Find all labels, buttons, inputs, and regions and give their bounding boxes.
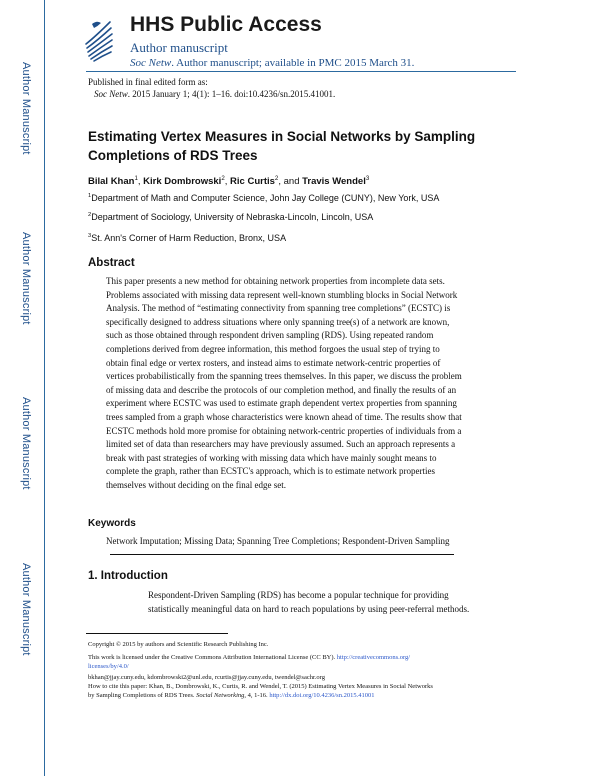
cite-journal: Social Networking: [196, 692, 245, 699]
doi-link[interactable]: http://dx.doi.org/10.4236/sn.2015.41001: [269, 692, 375, 699]
side-label-author-manuscript: Author Manuscript: [20, 62, 32, 155]
intro-line: Respondent-Driven Sampling (RDS) has become a popular technique for providing: [148, 590, 449, 600]
license-link[interactable]: http://creativecommons.org/: [336, 654, 411, 661]
abstract-line: themselves without deciding on the final edge set.: [106, 479, 286, 490]
abstract-line: Analysis. The method of “estimating connectivity from spanning tree completions” (ECSTC) is: [106, 303, 451, 314]
hhs-eagle-logo-icon: [82, 14, 116, 64]
author-manuscript-subtitle: Author manuscript: [130, 40, 228, 55]
affiliation-text: Department of Sociology, University of Nebraska-Lincoln, Lincoln, USA: [91, 212, 374, 222]
affiliation-sup: 2: [88, 212, 92, 218]
cite-volume: , 4, 1-16.: [244, 692, 270, 699]
published-label: Published in final edited form as:: [88, 77, 208, 87]
how-to-cite-line-1: How to cite this paper: Khan, B., Dombrowski, K., Curtis, R. and Wendel, T. (2015) Estimating Vertex Measures in Social Networks: [88, 683, 433, 690]
introduction-heading: 1. Introduction: [88, 570, 168, 582]
side-label-author-manuscript: Author Manuscript: [20, 232, 32, 325]
affiliation-sup: 3: [88, 233, 92, 239]
abstract-line: trees sampled from a graph whose characteristics were known ahead of time. The results show that: [106, 411, 462, 422]
author-name: Bilal Khan: [88, 176, 135, 187]
license-line-2: [88, 662, 518, 671]
hhs-public-access-title: HHS Public Access: [130, 13, 322, 36]
sidebar-rule: [44, 0, 45, 776]
abstract-line: vertices probabilistically from the spanning trees themselves. In this paper, we discuss the problem: [106, 371, 462, 382]
journal-name: Soc Netw: [130, 57, 172, 69]
abstract-line: obtain final edge or vertex rosters, and instead aims to estimate network-centric properties of: [106, 357, 441, 368]
keywords-heading: Keywords: [88, 518, 136, 529]
author-name: Travis Wendel: [302, 176, 366, 187]
side-label-author-manuscript: Author Manuscript: [20, 563, 32, 656]
license-link-continued[interactable]: licenses/by/4.0/: [88, 663, 129, 670]
abstract-line: experiment where ECSTC was used to estimate graph dependent vertex properties from spanning: [106, 398, 457, 409]
affiliation-sup: 1: [88, 193, 92, 199]
availability-text: . Author manuscript; available in PMC 2015 March 31.: [171, 57, 415, 69]
license-text: This work is licensed under the Creative Commons Attribution International License (CC BY).: [88, 654, 337, 661]
keywords-text: Network Imputation; Missing Data; Spanning Tree Completions; Respondent-Driven Sampling: [106, 536, 450, 546]
author-affil-sup: 3: [365, 174, 370, 182]
abstract-line: This paper presents a new method for obtaining network properties from incomplete data sets.: [106, 276, 445, 286]
abstract-line: complete the graph, rather than ECSTC's approach, which is to estimate network properties: [106, 466, 436, 477]
author-affil-sup: 1: [134, 174, 138, 182]
author-name: Ric Curtis: [230, 176, 275, 187]
author-name: Kirk Dombrowski: [143, 176, 222, 187]
abstract-heading: Abstract: [88, 257, 135, 269]
cite-text: by Sampling Completions of RDS Trees.: [88, 692, 197, 699]
footnote-rule: [86, 633, 228, 634]
author-list: [88, 176, 369, 187]
citation-details: . 2015 January 1; 4(1): 1–16. doi:10.4236/sn.2015.41001.: [127, 89, 336, 99]
abstract-line: such as those obtained through respondent driven sampling (RDS). Using repeated random: [106, 330, 434, 341]
introduction-body: [148, 589, 508, 616]
citation-journal: Soc Netw: [94, 89, 128, 99]
paper-title: Estimating Vertex Measures in Social Networks by Sampling Completions of RDS Trees: [88, 129, 476, 163]
copyright-line: Copyright © 2015 by authors and Scientific Research Publishing Inc.: [88, 641, 269, 648]
journal-availability-line: [130, 57, 414, 69]
intro-line: statistically meaningful data on hard to reach populations by using peer-referral methods.: [148, 603, 470, 614]
abstract-line: Problems associated with missing data represent well-known stumbling blocks in Social Network: [106, 289, 458, 300]
keywords-rule: [110, 554, 454, 555]
citation-line: [94, 89, 335, 99]
abstract-line: limited set of data than researchers may have previously assumed. Such an approach represents a: [106, 439, 456, 450]
author-separator: ,: [224, 176, 231, 187]
author-affil-sup: 2: [274, 174, 279, 182]
footnotes: [88, 640, 518, 700]
abstract-line: ECSTC methods hold more promise for obtaining network-centric properties of individuals from a: [106, 425, 462, 436]
author-emails: bkhan@jjay.cuny.edu, kdombrowski2@unl.edu, rcurtis@jjay.cuny.edu, twendel@sachr.org: [88, 674, 325, 681]
author-separator: , and: [278, 176, 303, 187]
affiliation-2: [88, 212, 373, 222]
affiliation-text: St. Ann's Corner of Harm Reduction, Bronx, USA: [91, 233, 287, 243]
header-rule: [86, 71, 516, 72]
affiliation-text: Department of Math and Computer Science, John Jay College (CUNY), New York, USA: [91, 193, 440, 203]
abstract-line: specifically designed to address situations where only spanning tree(s) of a network are known,: [106, 316, 450, 327]
how-to-cite-line-2: [88, 691, 518, 700]
author-affil-sup: 2: [221, 174, 225, 182]
license-line: [88, 653, 518, 662]
affiliation-3: [88, 233, 286, 243]
abstract-line: break with past strategies of working with missing data which have mainly sought means to: [106, 452, 437, 463]
affiliation-1: [88, 193, 439, 203]
abstract-body: [106, 275, 496, 493]
side-label-author-manuscript: Author Manuscript: [20, 397, 32, 490]
author-separator: ,: [137, 176, 144, 187]
abstract-line: completions derived from degree information, this method forgoes the usual step of trying to: [106, 343, 440, 354]
abstract-line: of missing data and describe the protocols of our completion method, and finally the results of an: [106, 384, 457, 395]
